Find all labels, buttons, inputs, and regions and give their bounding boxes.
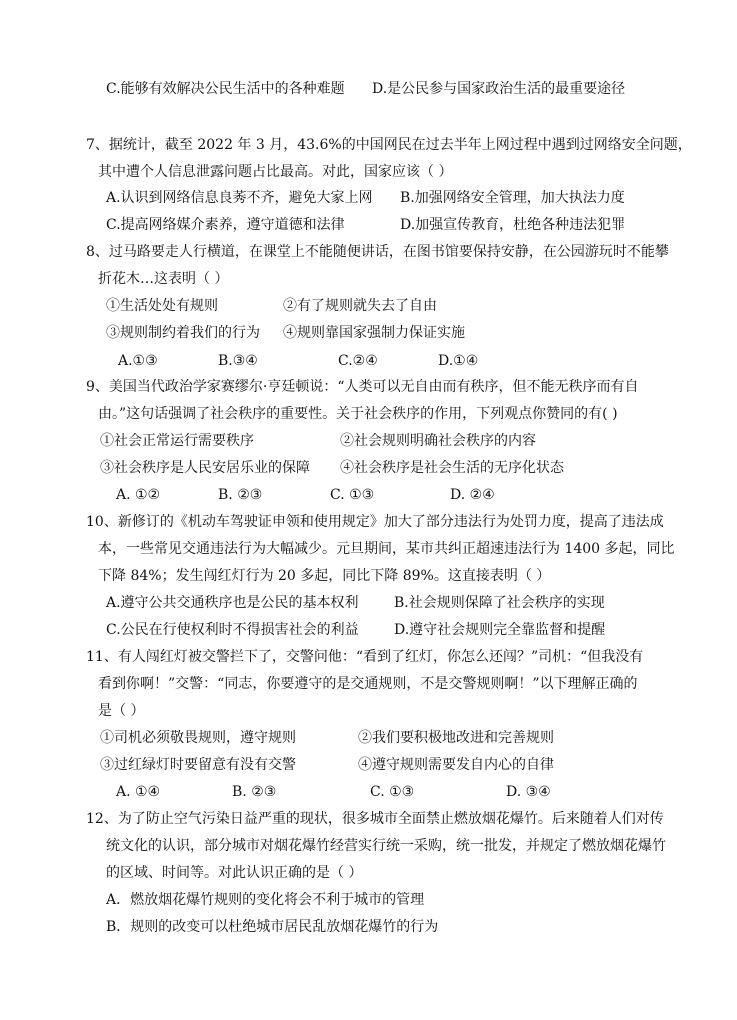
q7-option-a: A.认识到网络信息良莠不齐，避免大家上网 [106, 190, 373, 206]
q7-option-c: C.提高网络媒介素养，遵守道德和法律 [106, 217, 345, 233]
q8-statement-3: ③规则制约着我们的行为 [106, 325, 260, 341]
q10-stem-line-2: 本，一些常见交通违法行为大幅减少。元旦期间，某市共纠正超速违法行为 1400 多起，同比 [98, 541, 675, 557]
q11-stem-line-2: 看到你啊！”交警：“同志，你要遵守的是交通规则，不是交警规则啊！”以下理解正确的 [98, 676, 638, 692]
q9-statement-3: ③社会秩序是人民安居乐业的保障 [100, 460, 310, 476]
q7-stem-line-1: 7、据统计，截至 2022 年 3 月，43.6%的中国网民在过去半年上网过程中遇到过网络安全问题， [86, 137, 692, 153]
q7-option-d: D.加强宣传教育，杜绝各种违法犯罪 [400, 217, 626, 233]
q8-statement-4: ④规则靠国家强制力保证实施 [283, 325, 465, 341]
q9-option-b: B. ②③ [218, 487, 263, 503]
q12-stem-line-1: 12、为了防止空气污染日益严重的现状，很多城市全面禁止燃放烟花爆竹。后来随着人们对传 [86, 811, 664, 827]
q11-option-d: D. ③④ [506, 784, 551, 800]
q9-statement-1: ①社会正常运行需要秩序 [100, 433, 254, 449]
q10-option-b: B.社会规则保障了社会秩序的实现 [394, 595, 605, 611]
q11-statement-4: ④遵守规则需要发自内心的自律 [358, 757, 554, 773]
q10-stem-line-1: 10、新修订的《机动车驾驶证申领和使用规定》加大了部分违法行为处罚力度，提高了违法成 [86, 514, 664, 530]
q11-stem-line-3: 是（ ） [98, 703, 145, 719]
q9-option-a: A. ①② [116, 487, 161, 503]
q11-stem-line-1: 11、有人闯红灯被交警拦下了，交警问他：“看到了红灯，你怎么还闯？”司机：“但我没有 [86, 649, 644, 665]
q12-stem-line-3: 的区域、时间等。对此认识正确的是（ ） [106, 865, 363, 881]
q10-option-a: A.遵守公共交通秩序也是公民的基本权利 [106, 595, 359, 611]
q11-option-a: A. ①④ [116, 784, 161, 800]
q8-stem-line-2: 折花木…这表明（ ） [98, 271, 229, 287]
q9-option-c: C. ①③ [330, 487, 375, 503]
q12-option-b: B．规则的改变可以杜绝城市居民乱放烟花爆竹的行为 [106, 919, 439, 935]
q6-option-d: D.是公民参与国家政治生活的最重要途径 [372, 81, 626, 97]
q9-statement-4: ④社会秩序是社会生活的无序化状态 [340, 460, 564, 476]
q8-option-c: C.②④ [338, 353, 378, 369]
q8-statement-1: ①生活处处有规则 [106, 298, 218, 314]
q8-statement-2: ②有了规则就失去了自由 [283, 298, 437, 314]
q11-statement-2: ②我们要积极地改进和完善规则 [358, 730, 554, 746]
q11-statement-1: ①司机必须敬畏规则，遵守规则 [100, 730, 296, 746]
q12-option-a: A．燃放烟花爆竹规则的变化将会不利于城市的管理 [106, 892, 425, 908]
q8-option-d: D.①④ [438, 353, 479, 369]
q11-option-c: C. ①③ [370, 784, 415, 800]
q10-option-d: D.遵守社会规则完全靠监督和提醒 [394, 622, 606, 638]
q10-option-c: C.公民在行使权利时不得损害社会的利益 [106, 622, 359, 638]
q10-stem-line-3: 下降 84%；发生闯红灯行为 20 多起，同比下降 89%。这直接表明（ ） [98, 568, 551, 584]
q8-stem-line-1: 8、过马路要走人行横道，在课堂上不能随便讲话，在图书馆要保持安静，在公园游玩时不能攀 [86, 244, 669, 260]
q12-stem-line-2: 统文化的认识，部分城市对烟花爆竹经营实行统一采购，统一批发，并规定了燃放烟花爆竹 [106, 838, 666, 854]
q7-option-b: B.加强网络安全管理，加大执法力度 [400, 190, 625, 206]
q9-stem-line-1: 9、美国当代政治学家赛缪尔·亨廷顿说：“人类可以无自由而有秩序，但不能无秩序而有自 [86, 379, 639, 395]
q6-option-c: C.能够有效解决公民生活中的各种难题 [106, 81, 345, 97]
q7-stem-line-2: 其中遭个人信息泄露问题占比最高。对此，国家应该（ ） [98, 164, 453, 180]
q11-option-b: B. ②③ [232, 784, 277, 800]
q8-option-b: B.③④ [218, 353, 258, 369]
q9-option-d: D. ②④ [450, 487, 495, 503]
q9-stem-line-2: 由。”这句话强调了社会秩序的重要性。关于社会秩序的作用，下列观点你赞同的有( ) [98, 406, 618, 422]
q9-statement-2: ②社会规则明确社会秩序的内容 [340, 433, 536, 449]
q11-statement-3: ③过红绿灯时要留意有没有交警 [100, 757, 296, 773]
q8-option-a: A.①③ [118, 353, 158, 369]
